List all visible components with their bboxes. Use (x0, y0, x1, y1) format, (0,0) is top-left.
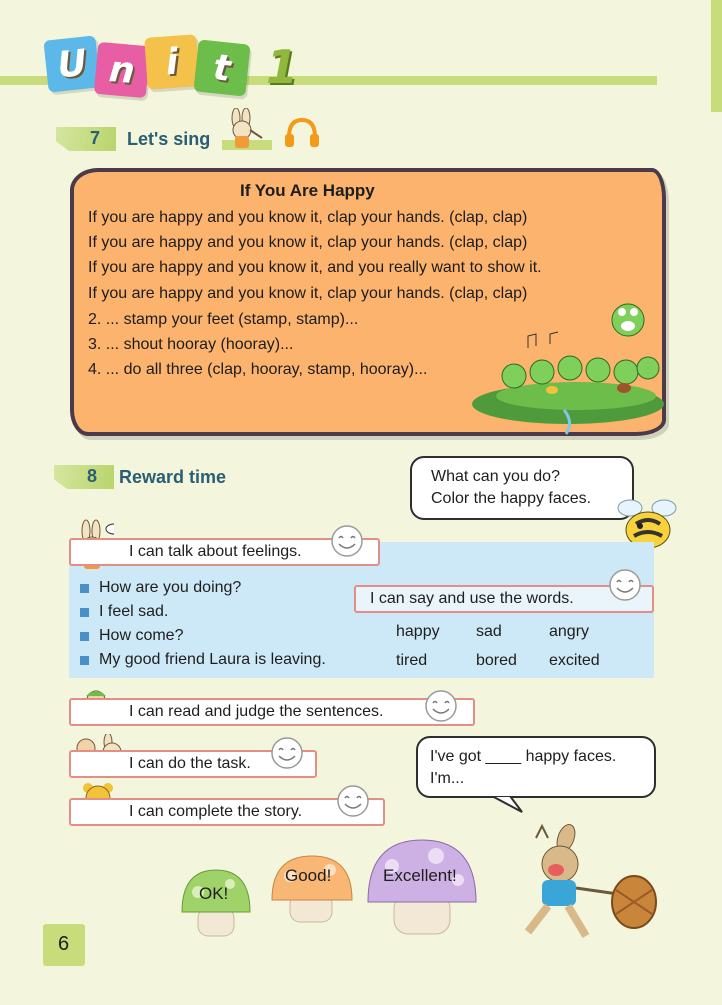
unit-letter-tile (193, 39, 250, 96)
section-number: 7 (90, 128, 101, 148)
pill-text: I can say and use the words. (370, 590, 574, 607)
section-tag (54, 465, 114, 489)
bubble-line: What can you do? (431, 468, 560, 485)
pill-text: I can read and judge the sentences. (129, 703, 384, 720)
vocab-word: happy (396, 623, 440, 640)
unit-letter-tile (144, 34, 200, 90)
read-judge-label (69, 698, 475, 726)
ok-label: OK! (199, 884, 229, 903)
bubble-line: I'm... (430, 770, 465, 787)
pill-text: I can talk about feelings. (129, 543, 302, 560)
happy-face-icon[interactable] (270, 736, 304, 770)
phrase-item (80, 579, 241, 597)
bullet-icon (80, 656, 89, 665)
good-mushroom (270, 852, 354, 926)
phrase-text: How are you doing? (99, 579, 242, 596)
unit-number: 1 (266, 40, 299, 94)
pill-text: I can do the task. (129, 755, 251, 772)
vocab-word: bored (476, 652, 517, 669)
happy-face-icon[interactable] (330, 524, 364, 558)
excellent-label: Excellent! (383, 866, 457, 885)
section-tag (56, 127, 116, 151)
bullet-icon (80, 608, 89, 617)
vocab-word: excited (549, 652, 600, 669)
frog-band-illustration (468, 292, 668, 442)
bullet-icon (80, 584, 89, 593)
vocab-word: tired (396, 652, 428, 669)
unit-letter: U (55, 42, 89, 86)
good-label: Good! (285, 866, 332, 885)
vocab-word: sad (476, 623, 502, 640)
song-line: If you are happy and you know it, clap your hands. (clap, clap) (88, 285, 528, 302)
phrase-item (80, 651, 326, 669)
happy-face-icon[interactable] (424, 689, 458, 723)
phrase-text: My good friend Laura is leaving. (99, 651, 326, 668)
phrase-item (80, 603, 168, 621)
bubble-line: I've got ____ happy faces. (430, 748, 617, 765)
song-line: If you are happy and you know it, clap your hands. (clap, clap) (88, 209, 528, 226)
phrase-text: I feel sad. (99, 603, 169, 620)
unit-letter: t (211, 46, 233, 90)
singing-rabbit-illustration (218, 108, 274, 152)
unit-letter: i (164, 41, 180, 83)
unit-letter: n (107, 48, 137, 92)
page-edge-tab (711, 0, 722, 112)
happy-face-icon[interactable] (608, 568, 642, 602)
song-title: If You Are Happy (240, 181, 375, 200)
section-title: Let's sing (127, 129, 211, 149)
bubble-tail (490, 796, 530, 814)
excellent-mushroom (366, 836, 478, 938)
pill-text: I can complete the story. (129, 803, 303, 820)
unit-letter-tile (94, 42, 150, 98)
section-number: 8 (87, 466, 98, 486)
headphones-icon[interactable] (284, 117, 320, 149)
rabbit-with-basket-illustration (498, 824, 668, 944)
song-line: If you are happy and you know it, clap your hands. (clap, clap) (88, 234, 528, 251)
bullet-icon (80, 632, 89, 641)
song-line: 2. ... stamp your feet (stamp, stamp)... (88, 311, 359, 328)
bubble-line: Color the happy faces. (431, 490, 592, 507)
section-title: Reward time (119, 467, 227, 487)
instruction-speech-bubble (410, 456, 634, 520)
song-line: If you are happy and you know it, and you really want to show it. (88, 259, 542, 276)
vocab-word: angry (549, 623, 590, 640)
phrase-item (80, 627, 183, 645)
unit-letter-tile (43, 35, 100, 92)
result-speech-bubble (416, 736, 656, 798)
song-line: 3. ... shout hooray (hooray)... (88, 336, 294, 353)
song-line: 4. ... do all three (clap, hooray, stamp, hooray)... (88, 361, 428, 378)
happy-face-icon[interactable] (336, 784, 370, 818)
page-number: 6 (58, 933, 70, 955)
phrase-text: How come? (99, 627, 184, 644)
